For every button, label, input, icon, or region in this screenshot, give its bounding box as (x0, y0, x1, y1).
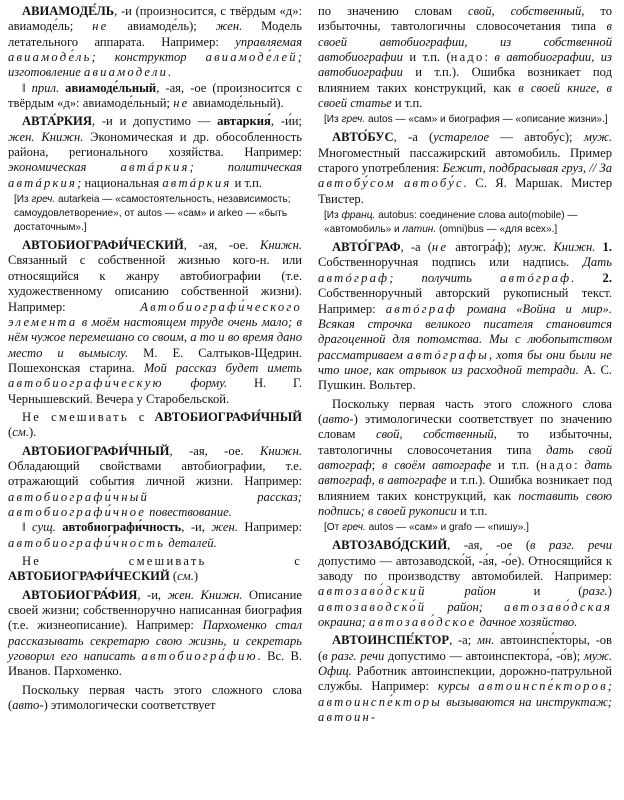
left-column: АВИАМОДЕ́ЛЬ, -и (произносится, с твёрдым «д»: авиамоде́ль; не авиамоде́ль); жен. Модель летательного аппарата. Например: управляемая авиамоде́ль; конструктор авиамоде́лей; изготовление авиамодели. ‖ прил. авиамоде́льный, -ая, -ое (произносится с твёрдым «д»: авиамоде́льный; не авиамоде́льный). АВТА́РКИЯ, -и и допустимо — автаркия́, -и́и; жен. Книжн. Экономическая и др. обособленность района, регионального хозяйства. Например: экономическая автáркия; политическая автáркия; национальная автáркия и т.п. [Из греч. autarkeia — «самостоятельность, независимость; самоудовлетворение», от autos — «сам» и arkeo — «быть достаточным».] АВТОБИОГРАФИ́ЧЕСКИЙ, -ая, -ое. Книжн. Связанный с собственной жизнью кого-н. или относящийся к жанру автобиографии (т.е. художественному описанию собственной жизни). Например: Автобиографи́ческого элемента в моём настоящем труде очень мало; в нём чужое перемешано со своим, а то и во время дано место и вымыслу. М. Е. Салтыков-Щедрин. Пошехонская старина. Мой рассказ будет иметь автобиографи́ческую форму. Н. Г. Чернышевский. Вечера у Старобельской. Не смешивать с АВТОБИОГРАФИ́ЧНЫЙ (см.). АВТОБИОГРАФИ́ЧНЫЙ, -ая, -ое. Книжн. Обладающий свойствами автобиографии, т.е. отражающий события личной жизни. Например: автобиографи́чный рассказ; автобиографи́чное повествование. ‖ сущ. автобиографи́чность, -и, жен. Например: автобиографи́чность деталей. Не смешивать с АВТОБИОГРАФИ́ЧЕСКИЙ (см.) АВТОБИОГРА́ФИЯ, -и, жен. Книжн. Описание своей жизни; собственноручно написанная биография (т.е. жизнеописание). Например: Пархоменко стал рассказывать секретарю свою жизнь, и секретарь уговорил его написать автобиогра́фию. Вс. В. Иванов. Пархоменко. Поскольку первая часть этого сложного слова (авто-) этимологически соответствует (8, 4, 303, 713)
right-column: по значению словам свой, собственный, то избыточны, тавтологичны словосочетания типа в своей автобиографии, из собственной автобиографии и т.п. (надо: в автобиографии, из автобиографии и т.п.). Ошибка возникает под влиянием таких конструкций, как в своей книге, в своей статье и т.п. [Из греч. autos — «сам» и биография — «описание жизни».] АВТО́БУС, -а (устарелое — автобу́с); муж. Многоместный пассажирский автомобиль. Пример старого употребления: Бежит, подбрасывая груз, // За автобу́сом автобу́с. С. Я. Маршак. Мистер Твистер. [Из франц. autobus: соединение слова auto(mobile) — «автомобиль» и латин. (omni)bus — «для всех».] АВТО́ГРАФ, -а (не автогра́ф); муж. Книжн. 1. Собственноручная подпись или надпись. Дать автóграф; получить автóграф. 2. Собственноручный авторский рукописный текст. Например: автóграф романа «Война и мир». Всякая строчка великого писателя становится драгоценной для потомства. Мы с любопытством рассматриваем автóграфы, хотя бы они были не что иное, как отрывок из расходной тетради. А. С. Пушкин. Вольтер. Поскольку первая часть этого сложного слова (авто-) этимологически соответствует по значению словам свой, собственный, то избыточны, тавтологичны словосочетания типа дать свой автограф; в своём автографе и т.п. (надо: дать автограф, в автографе и т.п.). Ошибка возникает под влиянием таких конструкций, как поставить свою подпись; в своей рукописи и т.п. [От греч. autos — «сам» и grafo — «пишу».] АВТОЗАВО́ДСКИЙ, -ая, -ое (в разг. речи допустимо — автозаводско́й, -а́я, -о́е). Относящийся к заводу по производству автомобилей. Например: автозаво́дский район и (разг.) автозаводско́й район; автозаво́дская окраина; автозаво́дское дачное хозяйство. АВТОИНСПЕ́КТОР, -а; мн. автоинспе́кторы, -ов (в разг. речи допустимо — автоинспектора́, -о́в); муж. Офиц. Работник автоинспекции, дорожно-патрульной службы. Например: курсы автоинспе́кторов; автоинспе́кторы вызываются на инструктаж; автоин- (318, 4, 613, 725)
